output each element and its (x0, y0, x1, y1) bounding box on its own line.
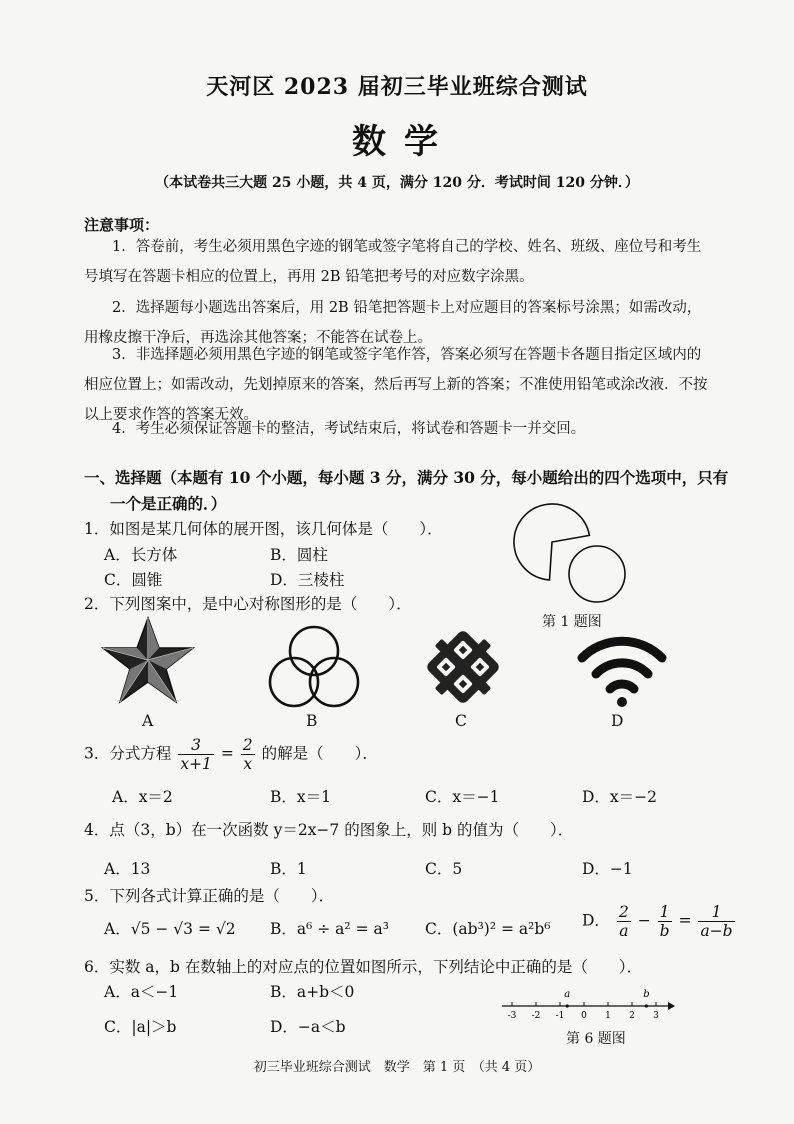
q4-option-b: B．1 (270, 860, 307, 878)
q5-d-fraction-3-denominator: a−b (700, 922, 733, 940)
q6-points (564, 989, 649, 1008)
q6-stem: 6．实数 a，b 在数轴上的对应点的位置如图所示，下列结论中正确的是（ ）． (84, 958, 643, 976)
q6-option-b: B．a+b＜0 (270, 983, 355, 1001)
q3-fraction-1 (178, 736, 214, 773)
q3-fraction-1-denominator: x+1 (180, 755, 212, 773)
q6-tick-label: 3 (653, 1011, 659, 1021)
q1-option-d: D．三棱柱 (270, 571, 345, 589)
q5-d-fraction-1 (617, 903, 631, 940)
q6-caption: 第 6 题图 (566, 1031, 626, 1047)
q4-option-c: C．5 (425, 860, 463, 878)
q3-option-c: C．x＝−1 (425, 788, 500, 806)
q5-option-c: C．(ab³)² = a²b⁶ (425, 920, 551, 938)
q3-option-a: A．x＝2 (112, 788, 173, 806)
q6-option-d: D．−a＜b (270, 1018, 346, 1036)
exam-info: （本试卷共三大题 25 小题，共 4 页，满分 120 分．考试时间 120 分钟．） (155, 175, 639, 191)
q3-fraction-2-denominator: x (243, 755, 253, 773)
q5-d-fraction-3-numerator: 1 (698, 903, 734, 922)
q6-axis-arrow (668, 1002, 675, 1010)
q2-knot-figure (418, 622, 508, 712)
subject-title: 数学 (352, 122, 456, 162)
q2-label-a: A (142, 712, 154, 730)
q5-option-b: B．a⁶ ÷ a² = a³ (270, 920, 389, 938)
q4-stem: 4．点（3，b）在一次函数 y＝2x−7 的图象上，则 b 的值为（ ）． (84, 821, 574, 839)
q5-d-fraction-2-numerator: 1 (658, 903, 672, 922)
q6-tick-label: 2 (629, 1011, 635, 1021)
q2-wifi-figure (572, 632, 672, 710)
q2-label-d: D (611, 712, 624, 730)
exam-title: 天河区 2023 届初三毕业班综合测试 (206, 74, 588, 100)
q1-option-a: A．长方体 (104, 546, 178, 564)
q6-tick-label: 1 (605, 1011, 611, 1021)
q2-label-b: B (306, 712, 318, 730)
q5-d-fraction-2-denominator: b (659, 922, 670, 940)
q3-fraction-1-numerator: 3 (178, 736, 214, 755)
note-3: 3．非选择题必须用黑色字迹的钢笔或签字笔作答，答案必须写在答题卡各题目指定区域内的相应位置上；如需改动，先划掉原来的答案，然后再写上新的答案；不准使用铅笔或涂改液．不按以上要求作答的答案无效。 (84, 347, 708, 423)
q3-option-b: B．x＝1 (270, 788, 331, 806)
q3-equals: = (220, 744, 234, 763)
q3-prefix: 3．分式方程 (84, 744, 172, 763)
q6-tick-label: 0 (581, 1011, 587, 1021)
note-4: 4．考生必须保证答题卡的整洁，考试结束后，将试卷和答题卡一并交回。 (112, 421, 586, 437)
q4-option-d: D．−1 (582, 860, 633, 878)
q1-caption: 第 1 题图 (542, 614, 602, 630)
q2-stem: 2．下列图案中，是中心对称图形的是（ ）． (84, 595, 412, 613)
q6-point-a-label: a (564, 989, 571, 1000)
q2-star-figure (100, 614, 200, 708)
q6-tick-label: -1 (555, 1011, 565, 1021)
q5-option-d-prefix: D． (582, 911, 610, 930)
q1-option-b: B．圆柱 (270, 546, 328, 564)
q2-triquetra-figure (264, 624, 364, 710)
q3-suffix: 的解是（ ）． (261, 744, 378, 763)
q1-option-c: C．圆锥 (104, 571, 163, 589)
q2-label-c: C (455, 712, 467, 730)
q5-d-minus: − (637, 911, 651, 930)
q5-d-equals: = (678, 911, 692, 930)
q6-tick-label: -3 (507, 1011, 517, 1021)
q1-sector-shape (514, 504, 589, 580)
note-2: 2．选择题每小题选出答案后，用 2B 铅笔把答题卡上对应题目的答案标号涂黑；如需改动，用橡皮擦干净后，再选涂其他答案；不能答在试卷上。 (84, 300, 702, 346)
q5-d-fraction-1-numerator: 2 (618, 903, 629, 921)
q6-option-a: A．a＜−1 (104, 983, 179, 1001)
notes-heading: 注意事项： (84, 216, 160, 234)
q3-fraction-2-numerator: 2 (242, 736, 253, 754)
q6-point-a (566, 1004, 569, 1007)
q4-option-a: A．13 (104, 860, 151, 878)
q5-option-a: A．√5 − √3 = √2 (104, 920, 236, 938)
q5-d-fraction-1-denominator: a (619, 922, 629, 940)
q6-point-b-label: b (643, 989, 650, 1000)
section1-heading-line1: 一、选择题（本题有 10 个小题，每小题 3 分，满分 30 分，每小题给出的四个选项中，只有 (84, 468, 729, 487)
page-footer: 初三毕业班综合测试 数学 第 1 页 （共 4 页） (253, 1060, 541, 1075)
q3-stem (84, 736, 378, 773)
q6-option-c: C．|a|＞b (104, 1018, 177, 1036)
section1-heading-line2: 一个是正确的．） (110, 494, 227, 513)
q5-d-fraction-2 (658, 903, 672, 940)
q1-stem: 1．如图是某几何体的展开图，该几何体是（ ）． (84, 520, 443, 538)
q6-tick-label: -2 (531, 1011, 541, 1021)
q6-ticks (508, 1002, 660, 1021)
q1-net-figure (500, 490, 650, 620)
q3-fraction-2 (241, 736, 255, 773)
q3-option-d: D．x＝−2 (582, 788, 658, 806)
q5-stem: 5．下列各式计算正确的是（ ）． (84, 887, 335, 905)
q1-base-circle (569, 546, 625, 602)
q6-point-b (645, 1004, 648, 1007)
q5-option-d (582, 903, 737, 940)
q6-number-line (498, 986, 678, 1026)
note-1: 1．答卷前，考生必须用黑色字迹的钢笔或签字笔将自己的学校、姓名、班级、座位号和考生号填写在答题卡相应的位置上，再用 2B 铅笔把考号的对应数字涂黑。 (84, 239, 702, 285)
q5-d-fraction-3 (698, 903, 734, 940)
